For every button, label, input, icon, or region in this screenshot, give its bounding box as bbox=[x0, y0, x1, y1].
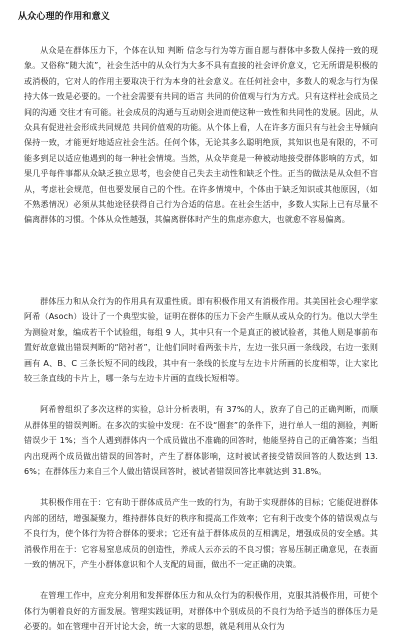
paragraph-1: 从众是在群体压力下，个体在认知 判断 信念与行为等方面自愿与群体中多数人保持一致的现象。又俗称“随大流”，社会生活中的从众行为大多不具有直接的社会评价意义，它无所谓是积极的或消极的，它对人的作用主要取决于行为本身的社会意义。在任何社会中，多数人的观念与行为保持大体一致是必要的。一个社会需要有共同的语言 共同的价值观与行为方式。只有这样社会成员之间的沟通 交往才有可能。社会成员的沟通与互动则会进而使这种一致性和共同性的发展。因此，从众具有促进社会形成共同规范 共同价值观的功能。从个体上看，人在许多方面只有与社会主导倾向保持一致，才能更好地适应社会生活。任何个体，无论其多么聪明绝顶，其知识也是有限的，不可能多到足以适应他遇到的每一种社会情境。当然，从众毕竟是一种被动地接受群体影响的方式，如果几乎每件事都从众缺乏独立思考，也会使自己失去主动性和缺乏个性。正当的做法是从众但不盲从，考虑社会规范，但也要发展自己的个性。在许多情境中，个体由于缺乏知识或其他原因，（如不熟悉情况）必须从其他途径获得自己行为合适的信息。在社会生活中，多数人实际上已有尽量不偏离群体的习惯。个体从众性越强，其偏离群体时产生的焦虑亦愈大，也就愈不容易偏离。 bbox=[24, 46, 378, 225]
paragraph-4: 其积极作用在于：它有助于群体成员产生一致的行为，有助于实现群体的目标；它能促进群体内部的团结，增强凝聚力，维持群体良好的秩序和提高工作效率；它有利于改变个体的错误观点与不良行为，使个体行为符合群体的要求；它还有益于群体成员的互相满足，增强成员的安全感。其消极作用在于：它容易窒息成员的创造性，养成人云亦云的不良习惯；容易压制正确意见，在表面一致的情况下，产生小群体意识和个人支配的局面，做出不一定正确的决策。 bbox=[24, 498, 378, 569]
paragraph-spacer bbox=[24, 479, 378, 495]
section-spacer bbox=[24, 228, 378, 294]
paragraph-2: 群体压力和从众行为的作用具有双重性质。即有积极作用又有消极作用。其美国社会心理学家阿希（Asoch）设计了一个典型实验，证明在群体的压力下会产生顺从或从众的行为。他以大学生为测验对象，编成若干个试验组，每组 9 人，其中只有一个是真正的被试验者，其他人则是事前布置好故意做出错误判断的“陪衬者”，让他们同时看两张卡片，左边一张只画一条线段，右边一张则画有 A、B、C 三条长短不同的线段，其中有一条线的长度与左边卡片所画的长度相等，让大家比较三条直线的卡片上，哪一条与左边卡片画的直线长短相等。 bbox=[24, 296, 378, 383]
paragraph-spacer bbox=[24, 572, 378, 588]
paragraph-3: 阿希曾组织了多次这样的实验，总计分析表明，有 37%的人，放弃了自己的正确判断，而顺从群体里的错误判断。在多次的实验中发现：在不设“圈套”的条件下，进行单人一组的测验，判断错误少于 1%；当个人遇到群体内一个成员做出不准确的回答时，他能坚持自己的正确答案；当组内出现两个成员做出错误的回答时，产生了群体影响，这时被试者接受错误回答的人数达到 13.6%；在群体压力来自三个人做出错误回答时，被试者错误回答比率就达到 31.8%。 bbox=[24, 405, 378, 476]
page-title: 从众心理的作用和意义 bbox=[18, 12, 111, 22]
paragraph-spacer bbox=[24, 386, 378, 402]
paragraph-5: 在管理工作中，应充分利用和发挥群体压力和从众行为的积极作用，克服其消极作用，可使个体行为朝着良好的方面发展。管理实践证明，对群体中个别成员的不良行为给予适当的群体压力是必要的。如在管理中召开讨论大会，统一大家的思想，就是利用从众行为 bbox=[24, 591, 378, 632]
